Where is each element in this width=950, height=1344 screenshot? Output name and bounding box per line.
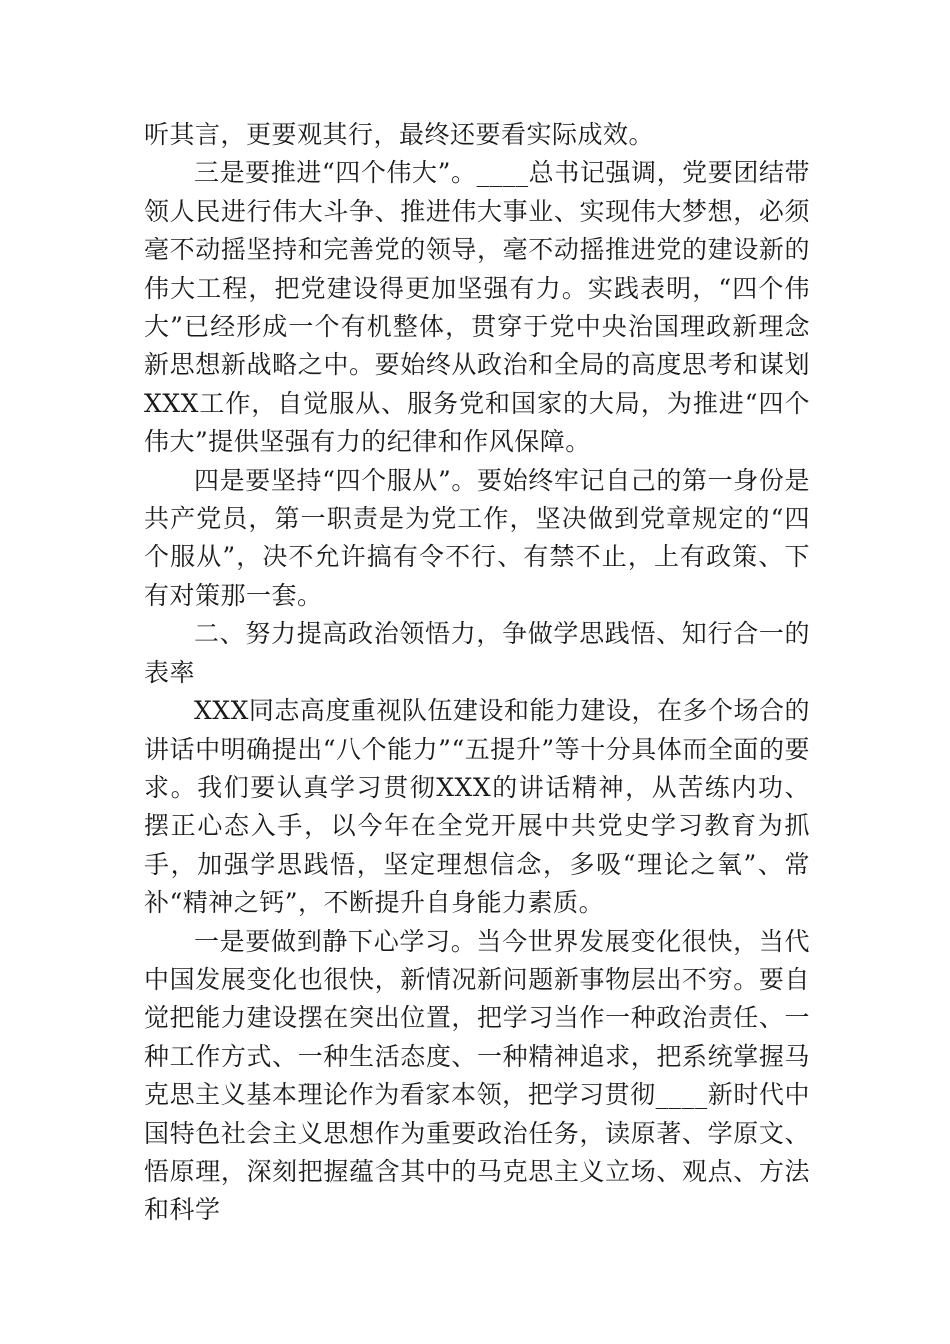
paragraph-team-building: XXX同志高度重视队伍建设和能力建设，在多个场合的讲话中明确提出“八个能力”“五提升”等十分具体而全面的要求。我们要认真学习贯彻XXX的讲话精神，从苦练内功、摆正心态入手，以今年在全党开展中共党史学习教育为抓手，加强学思践悟，坚定理想信念，多吸“理论之氧”、常补“精神之钙”，不断提升自身能力素质。: [144, 696, 810, 918]
document-body: [144, 116, 810, 1230]
section-heading-two: 二、努力提高政治领悟力，争做学思践悟、知行合一的表率: [144, 619, 810, 687]
paragraph-four-obediences: 四是要坚持“四个服从”。要始终牢记自己的第一身份是共产党员，第一职责是为党工作，坚决做到党章规定的“四个服从”，决不允许搞有令不行、有禁不止，上有政策、下有对策那一套。: [144, 465, 810, 610]
paragraph-continuation: 听其言，更要观其行，最终还要看实际成效。: [144, 120, 655, 149]
paragraph-study: 一是要做到静下心学习。当今世界发展变化很快，当代中国发展变化也很快，新情况新问题新事物层出不穷。要自觉把能力建设摆在突出位置，把学习当作一种政治责任、一种工作方式、一种生活态度、一种精神追求，把系统掌握马克思主义基本理论作为看家本领，把学习贯彻____新时代中国特色社会主义思想作为重要政治任务，读原著、学原文、悟原理，深刻把握蕴含其中的马克思主义立场、观点、方法和科学: [144, 926, 810, 1225]
paragraph-four-greats: 三是要推进“四个伟大”。____总书记强调，党要团结带领人民进行伟大斗争、推进伟大事业、实现伟大梦想，必须毫不动摇坚持和完善党的领导，毫不动摇推进党的建设新的伟大工程，把党建设得更加坚强有力。实践表明，“四个伟大”已经形成一个有机整体，贯穿于党中央治国理政新理念新思想新战略之中。要始终从政治和全局的高度思考和谋划XXX工作，自觉服从、服务党和国家的大局，为推进“四个伟大”提供坚强有力的纪律和作风保障。: [144, 158, 810, 457]
